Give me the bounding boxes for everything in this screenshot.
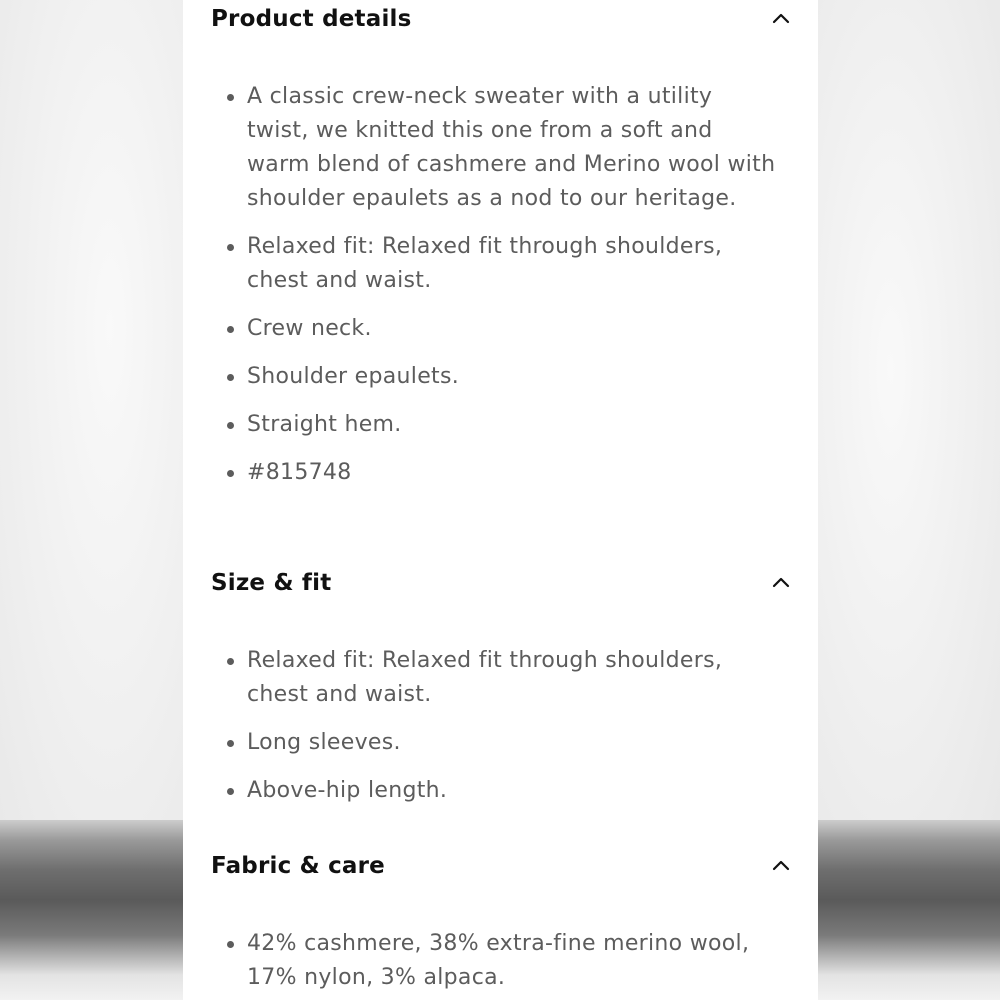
list-item: 42% cashmere, 38% extra-fine merino wool, 17% nylon, 3% alpaca. bbox=[183, 927, 818, 995]
list-item: Straight hem. bbox=[183, 408, 818, 442]
list-item: Above-hip length. bbox=[183, 774, 818, 808]
product-details-list bbox=[183, 80, 818, 504]
background-right bbox=[818, 0, 1000, 820]
bullet-icon bbox=[227, 658, 234, 665]
bullet-icon bbox=[227, 244, 234, 251]
section-product-details bbox=[183, 0, 818, 485]
section-header-product-details[interactable] bbox=[183, 0, 818, 44]
bullet-icon bbox=[227, 470, 234, 477]
background-left bbox=[0, 0, 183, 820]
size-fit-list bbox=[183, 644, 818, 822]
bullet-icon bbox=[227, 788, 234, 795]
list-item: Long sleeves. bbox=[183, 726, 818, 760]
fabric-care-list bbox=[183, 927, 818, 1000]
product-info-panel bbox=[183, 0, 818, 1000]
section-fabric-care bbox=[183, 847, 818, 990]
bullet-icon bbox=[227, 740, 234, 747]
section-header-size-fit[interactable] bbox=[183, 564, 818, 608]
chevron-up-icon[interactable] bbox=[771, 575, 791, 589]
section-title: Product details bbox=[211, 6, 412, 32]
section-size-fit bbox=[183, 564, 818, 803]
list-item: A classic crew-neck sweater with a utility twist, we knitted this one from a soft and warm blend of cashmere and Merino wool with shoulder epaulets as a nod to our heritage. bbox=[183, 80, 818, 216]
chevron-up-icon[interactable] bbox=[771, 11, 791, 25]
bullet-icon bbox=[227, 374, 234, 381]
list-item: Relaxed fit: Relaxed fit through shoulders, chest and waist. bbox=[183, 644, 818, 712]
bullet-icon bbox=[227, 941, 234, 948]
section-header-fabric-care[interactable] bbox=[183, 847, 818, 891]
list-item: Crew neck. bbox=[183, 312, 818, 346]
bullet-icon bbox=[227, 326, 234, 333]
list-item: Relaxed fit: Relaxed fit through shoulders, chest and waist. bbox=[183, 230, 818, 298]
chevron-up-icon[interactable] bbox=[771, 858, 791, 872]
section-title: Fabric & care bbox=[211, 853, 385, 879]
bullet-icon bbox=[227, 94, 234, 101]
bullet-icon bbox=[227, 422, 234, 429]
section-title: Size & fit bbox=[211, 570, 332, 596]
list-item: #815748 bbox=[183, 456, 818, 490]
list-item: Shoulder epaulets. bbox=[183, 360, 818, 394]
